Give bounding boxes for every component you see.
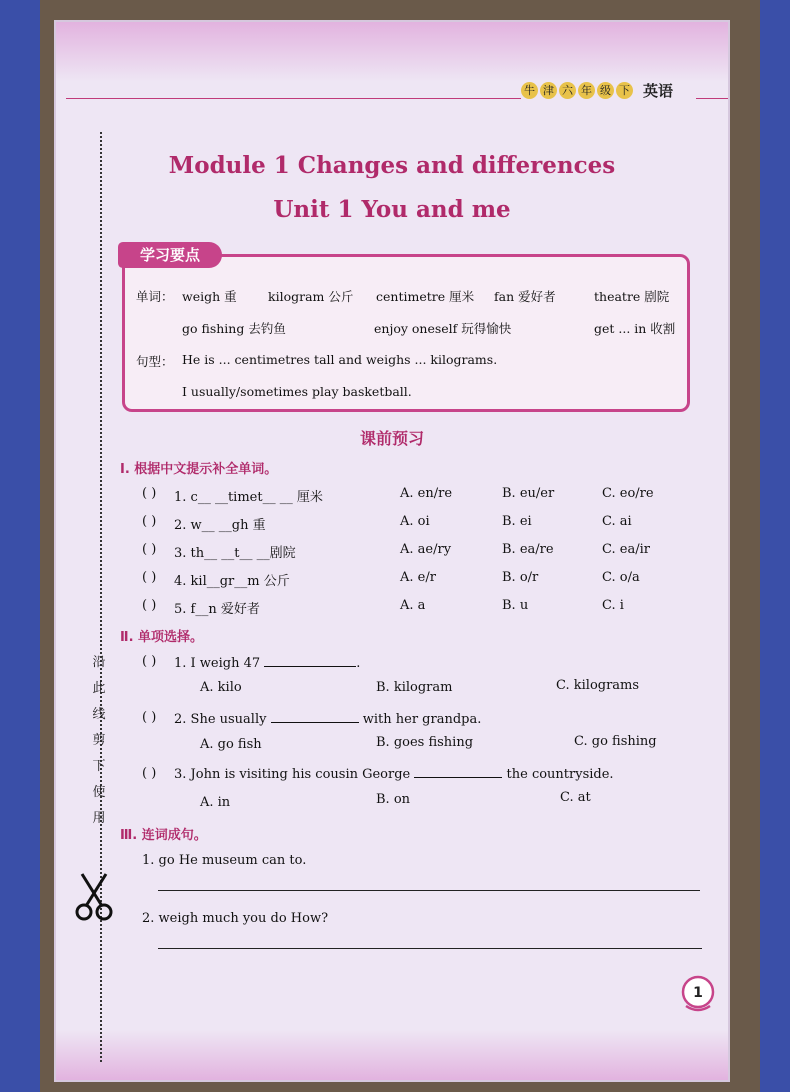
stem-text: with her grandpa. — [362, 712, 482, 727]
page-top-tint — [56, 22, 728, 82]
option-c: C. ea/ir — [602, 542, 650, 557]
word-item: kilogram 公斤 — [268, 289, 354, 304]
page-bottom-tint — [56, 1030, 728, 1080]
cut-char: 用 — [92, 811, 106, 826]
cut-dotted-line — [100, 132, 102, 1062]
fill-blank[interactable] — [414, 765, 502, 778]
answer-paren[interactable]: ( ) — [142, 654, 157, 669]
stem-text: the countryside. — [506, 767, 614, 782]
sentences-label: 句型： — [136, 354, 174, 369]
grade-label — [521, 80, 673, 101]
grade-chip: 津 — [540, 82, 557, 99]
workbook-page — [56, 22, 728, 1080]
word-order-item: 2. weigh much you do How? — [142, 911, 329, 926]
option-a: A. e/r — [400, 570, 436, 585]
option-b: B. u — [502, 598, 529, 613]
word-item: weigh 重 — [182, 289, 237, 304]
header-rule-right — [696, 98, 728, 99]
answer-line[interactable] — [158, 890, 700, 891]
word-item: go fishing 去钓鱼 — [182, 321, 286, 336]
stem-text: . — [356, 656, 361, 671]
option-b: B. o/r — [502, 570, 539, 585]
option-b: B. eu/er — [502, 486, 555, 501]
word-item: get ... in 收割 — [594, 321, 676, 336]
option-c: C. ai — [602, 514, 632, 529]
option-c: C. i — [602, 598, 624, 613]
cut-char: 此 — [92, 681, 106, 696]
option-c: C. go fishing — [574, 734, 657, 749]
sentence-pattern: I usually/sometimes play basketball. — [182, 384, 412, 399]
question-stem — [174, 765, 614, 782]
cut-char: 下 — [92, 759, 106, 774]
word-item: theatre 剧院 — [594, 289, 670, 304]
fill-blank[interactable] — [271, 710, 359, 723]
part2-heading: Ⅱ. 单项选择。 — [120, 630, 204, 645]
grade-chip: 六 — [559, 82, 576, 99]
part1-heading: Ⅰ. 根据中文提示补全单词。 — [120, 462, 278, 477]
word-item: enjoy oneself 玩得愉快 — [374, 321, 512, 336]
option-a: A. kilo — [200, 680, 242, 695]
option-a: A. en/re — [400, 486, 453, 501]
answer-paren[interactable]: ( ) — [142, 766, 157, 781]
option-c: C. o/a — [602, 570, 640, 585]
key-points-tab: 学习要点 — [118, 242, 222, 268]
cut-char: 沿 — [92, 655, 106, 670]
question-stem: 4. kil__gr__m 公斤 — [174, 574, 290, 589]
grade-chip: 下 — [616, 82, 633, 99]
page-number: 1 — [693, 985, 703, 1001]
stem-text: 3. John is visiting his cousin George — [174, 767, 411, 782]
question-stem: 5. f__n 爱好者 — [174, 602, 260, 617]
grade-chip: 年 — [578, 82, 595, 99]
stem-text: 1. I weigh 47 — [174, 656, 261, 671]
option-b: B. goes fishing — [376, 735, 474, 750]
question-stem — [174, 710, 481, 727]
preview-title: 课前预习 — [359, 429, 424, 448]
scissors-icon — [74, 872, 114, 922]
answer-paren[interactable]: ( ) — [142, 514, 157, 529]
question-stem: 3. th__ __t__ __剧院 — [174, 546, 296, 561]
grade-chip: 牛 — [521, 82, 538, 99]
answer-paren[interactable]: ( ) — [142, 570, 157, 585]
cut-char: 剪 — [92, 733, 106, 748]
subject-label: 英语 — [643, 82, 674, 100]
option-a: A. oi — [400, 514, 430, 529]
sentence-pattern: He is ... centimetres tall and weighs ... kilograms. — [182, 352, 498, 367]
question-stem: 1. c__ __timet__ __ 厘米 — [174, 490, 323, 505]
question-stem: 2. w__ __gh 重 — [174, 518, 266, 533]
cut-instruction — [86, 650, 112, 832]
module-title: Module 1 Changes and differences — [168, 152, 616, 179]
option-a: A. go fish — [200, 737, 262, 752]
stem-text: 2. She usually — [174, 712, 267, 727]
part3-heading: Ⅲ. 连词成句。 — [120, 828, 207, 843]
question-stem — [174, 654, 360, 671]
option-b: B. ea/re — [502, 542, 554, 557]
option-a: A. in — [200, 795, 231, 810]
option-b: B. kilogram — [376, 680, 453, 695]
grade-chip: 级 — [597, 82, 614, 99]
header-rule — [66, 98, 521, 99]
page-number-badge — [678, 974, 718, 1014]
answer-paren[interactable]: ( ) — [142, 598, 157, 613]
answer-line[interactable] — [158, 948, 702, 949]
option-b: B. on — [376, 792, 411, 807]
word-order-item: 1. go He museum can to. — [142, 853, 307, 868]
unit-title: Unit 1 You and me — [273, 196, 511, 223]
answer-paren[interactable]: ( ) — [142, 486, 157, 501]
cut-char: 线 — [92, 707, 106, 722]
word-item: centimetre 厘米 — [376, 289, 475, 304]
option-b: B. ei — [502, 514, 532, 529]
option-c: C. kilograms — [556, 678, 640, 693]
cut-char: 使 — [92, 785, 106, 800]
answer-paren[interactable]: ( ) — [142, 710, 157, 725]
option-a: A. a — [400, 598, 426, 613]
fill-blank[interactable] — [264, 654, 356, 667]
word-item: fan 爱好者 — [494, 289, 556, 304]
words-label: 单词： — [136, 289, 174, 304]
option-a: A. ae/ry — [400, 542, 452, 557]
option-c: C. at — [560, 790, 591, 805]
option-c: C. eo/re — [602, 486, 654, 501]
answer-paren[interactable]: ( ) — [142, 542, 157, 557]
